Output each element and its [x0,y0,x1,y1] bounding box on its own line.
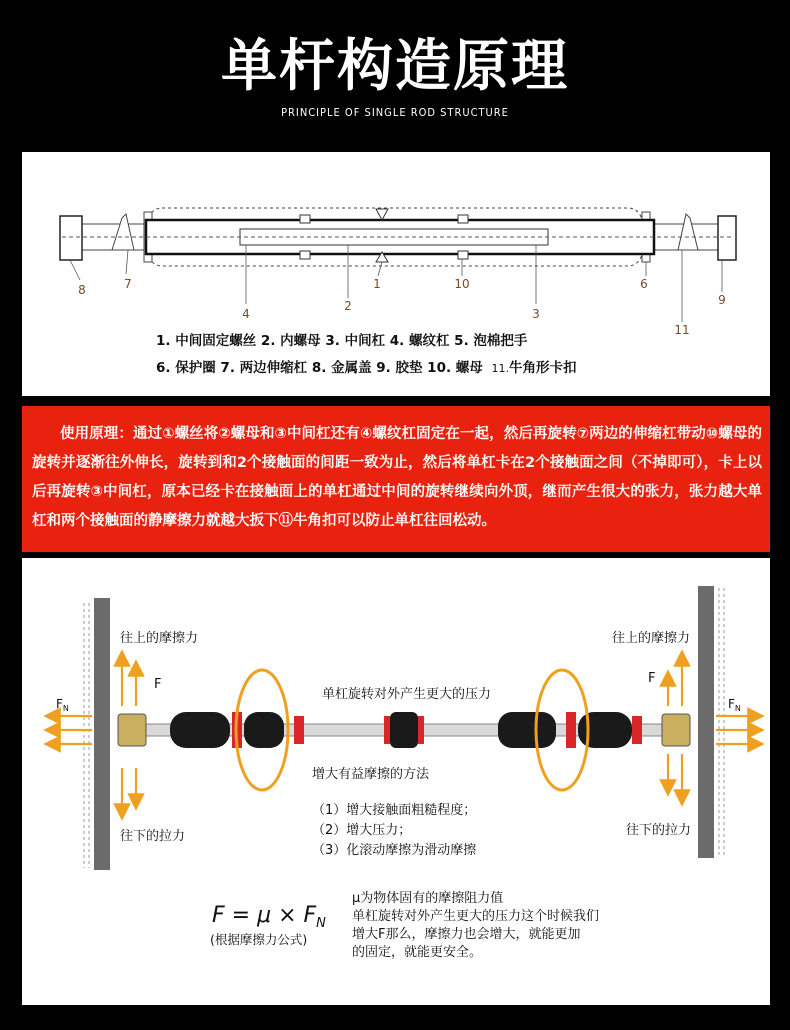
formula-caption: (根据摩擦力公式) [210,932,308,947]
foam-grips [170,712,642,748]
fn-right-label: $F_N$ [728,697,741,713]
callout-2: 2 [344,299,352,313]
page-title: 单杆构造原理 [221,34,569,99]
friction-panel [22,558,770,1005]
method-1: （1）增大接触面粗糙程度； [312,803,477,818]
friction-formula: $F = \mu \times F_N$ [212,903,326,931]
left-end-clamp [118,714,146,746]
friction-diagram [22,558,770,1005]
f-right-label: F [648,671,656,686]
callout-1: 1 [373,277,381,291]
up-friction-left-label: 往上的摩擦力 [120,631,199,646]
structure-diagram [22,152,770,396]
callout-7: 7 [124,277,132,291]
right-wall [698,586,714,858]
down-pull-left-label: 往下的拉力 [120,829,186,844]
down-pull-right-label: 往下的拉力 [626,823,692,838]
callout-11: 11 [674,323,690,337]
method-2: （2）增大压力； [312,823,412,838]
right-normal-force-arrows [716,716,756,744]
left-metal-cap [60,216,82,260]
left-wall [94,598,110,870]
page-subtitle: PRINCIPLE OF SINGLE ROD STRUCTURE [281,106,509,119]
up-friction-right-label: 往上的摩擦力 [612,631,691,646]
left-normal-force-arrows [52,716,92,744]
callout-8: 8 [78,283,86,297]
right-end-clamp [662,714,690,746]
f-left-label: F [154,677,162,692]
principle-banner [22,406,770,552]
rotation-caption: 单杠旋转对外产生更大的压力 [322,687,492,702]
legend-line-1: 1. 中间固定螺丝 2. 内螺母 3. 中间杠 4. 螺纹杠 5. 泡棉把手 [156,333,528,349]
callout-4: 4 [242,307,250,321]
callout-3: 3 [532,307,540,321]
structure-panel [22,152,770,396]
callout-10: 10 [454,277,470,291]
nut-bottom [458,251,468,259]
explain-line-2: 单杠旋转对外产生更大的压力这个时候我们 [352,909,600,924]
explain-line-3: 增大F那么，摩擦力也会增大，就能更加 [352,927,581,942]
methods-title: 增大有益摩擦的方法 [312,767,430,782]
nut-top [458,215,468,223]
inner-nut-bottom [300,251,310,259]
principle-text: 使用原理：通过①螺丝将②螺母和③中间杠还有④螺纹杠固定在一起，然后再旋转⑦两边的伸缩杠带动⑩螺母的旋转并逐渐往外伸长，旋转到和2个接触面的间距一致为止，然后将单杠卡在2个接触面之间（不掉即可），卡上以后再旋转③中间杠，原本已经卡在接触面上的单杠通过中间的旋转继续向外顶，继而产生很大的张力，张力越大单杠和两个接触面的静摩擦力就越大扳下⑪牛角扣可以防止单杠往回松动。 [32,426,762,529]
inner-nut-top [300,215,310,223]
callout-6: 6 [640,277,648,291]
legend-line-2: 6. 保护圈 7. 两边伸缩杠 8. 金属盖 9. 胶垫 10. 螺母 11.牛角形卡扣 [156,360,577,376]
right-rubber-pad [718,216,736,260]
fn-left-label: $F_N$ [56,697,69,713]
method-3: （3）化滚动摩擦为滑动摩擦 [312,843,477,858]
explain-line-1: μ为物体固有的摩擦阻力值 [352,891,504,906]
callout-9: 9 [718,293,726,307]
explain-line-4: 的固定，就能更安全。 [352,945,483,960]
